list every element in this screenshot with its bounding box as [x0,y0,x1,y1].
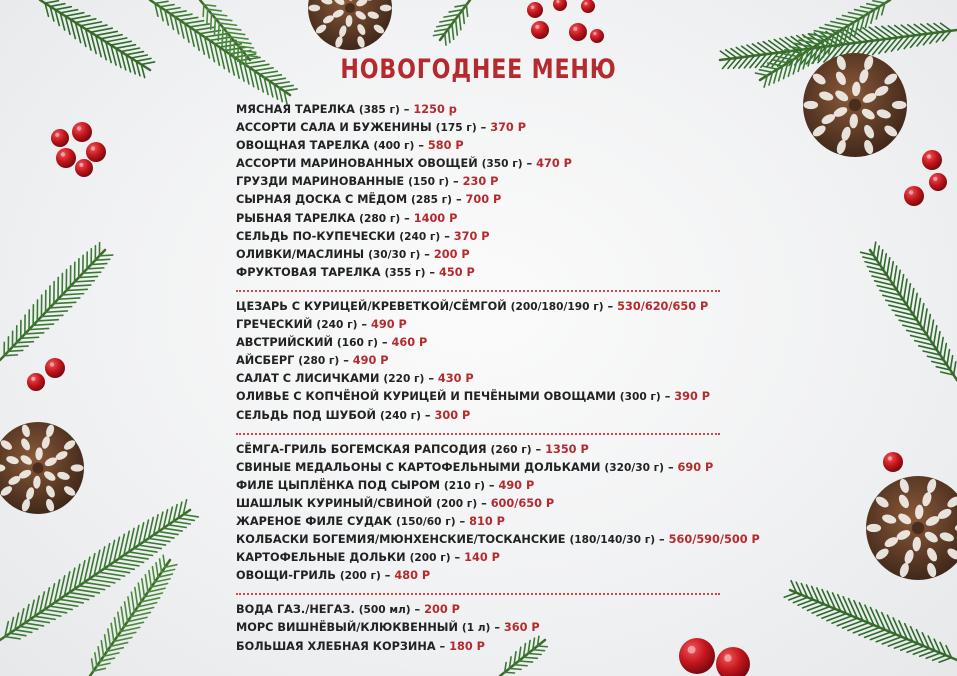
item-weight: (210 г) [443,479,485,492]
item-price: 560/590/500 Р [668,533,760,547]
item-name: СЫРНАЯ ДОСКА С МЁДОМ [236,193,408,207]
item-price: 300 Р [434,408,471,422]
item-name: АССОРТИ САЛА И БУЖЕНИНЫ [236,121,432,135]
menu-item: МЯСНАЯ ТАРЕЛКА (385 г) – 1250 р [236,103,457,116]
item-price: 180 Р [449,639,485,653]
item-price: 490 Р [370,318,407,332]
red-berry [553,0,567,11]
item-name: ФИЛЕ ЦЫПЛЁНКА ПОД СЫРОМ [236,478,440,492]
red-berry [883,452,903,472]
item-name: РЫБНАЯ ТАРЕЛКА [236,211,356,225]
menu-item: ГРУЗДИ МАРИНОВАННЫЕ (150 г) – 230 Р [236,175,499,189]
menu-title: НОВОГОДНЕЕ МЕНЮ [340,54,617,85]
item-weight: (385 г) [358,104,400,116]
item-weight: (200 г) [339,570,381,583]
item-weight: (150/60 г) [395,515,456,528]
item-weight: (400 г) [373,140,415,153]
item-price: 450 Р [439,265,475,279]
item-name: ГРЕЧЕСКИЙ [236,318,313,332]
menu-item: КАРТОФЕЛЬНЫЕ ДОЛЬКИ (200 г) – 140 Р [236,551,500,565]
fir-branch [433,0,470,45]
menu-list [236,101,760,656]
menu-item: СВИНЫЕ МЕДАЛЬОНЫ С КАРТОФЕЛЬНЫМИ ДОЛЬКАМИ (320/30 г) – 690 Р [236,460,714,474]
item-weight: (200 г) [409,552,451,565]
item-price: 360 Р [503,621,540,635]
red-berry [51,129,69,147]
fir-branch [784,581,957,662]
item-name: ОВОЩНАЯ ТАРЕЛКА [236,139,370,153]
fir-branch [861,242,957,380]
fir-branch [0,242,113,360]
red-berry [527,2,543,18]
item-weight: (1 л) [461,622,491,635]
menu-item: АЙСБЕРГ (280 г) – 490 Р [236,354,389,368]
item-weight: (500 мл) [358,604,411,617]
item-price: 370 Р [453,229,490,243]
item-weight: (150 г) [408,176,450,189]
item-weight: (285 г) [411,194,453,207]
menu-item: ВОДА ГАЗ./НЕГАЗ. (500 мл) – 200 Р [236,603,460,617]
item-name: ГРУЗДИ МАРИНОВАННЫЕ [236,175,405,189]
menu-item: РЫБНАЯ ТАРЕЛКА (280 г) – 1400 Р [236,211,458,225]
menu-section [236,298,736,425]
item-price: 430 Р [437,372,474,386]
menu-item: ОВОЩИ-ГРИЛЬ (200 г) – 480 Р [236,569,431,583]
item-name: АЙСБЕРГ [236,354,295,368]
menu-item: КОЛБАСКИ БОГЕМИЯ/МЮНХЕНСКИЕ/ТОСКАНСКИЕ (180/140/30 г) – 560/590/500 Р [236,533,760,547]
section-divider [236,593,720,595]
item-weight: (30/30 г) [368,248,421,261]
item-weight: (240 г) [379,409,421,422]
item-name: КОЛБАСКИ БОГЕМИЯ/МЮНХЕНСКИЕ/ТОСКАНСКИЕ [236,533,566,547]
menu-item: МОРС ВИШНЁВЫЙ/КЛЮКВЕННЫЙ (1 л) – 360 Р [236,621,540,635]
menu-item: ОЛИВКИ/МАСЛИНЫ (30/30 г) – 200 Р [236,247,470,261]
item-price: 690 Р [677,460,714,474]
menu-item: СЁМГА-ГРИЛЬ БОГЕМСКАЯ РАПСОДИЯ (260 г) – 1350 Р [236,442,589,456]
menu-item: САЛАТ С ЛИСИЧКАМИ (220 г) – 430 Р [236,372,474,386]
item-price: 810 Р [469,514,505,528]
item-name: АССОРТИ МАРИНОВАННЫХ ОВОЩЕЙ [236,157,478,171]
red-berry [581,0,595,13]
item-price: 370 Р [490,121,526,135]
item-price: 1350 Р [545,442,589,456]
menu-item: СЫРНАЯ ДОСКА С МЁДОМ (285 г) – 700 Р [236,193,502,207]
item-price: 700 Р [465,193,502,207]
red-berry [929,173,947,191]
pine-cone [308,0,392,50]
item-price: 470 Р [536,157,572,171]
menu-item: ФИЛЕ ЦЫПЛЁНКА ПОД СЫРОМ (210 г) – 490 Р [236,478,535,492]
item-name: СВИНЫЕ МЕДАЛЬОНЫ С КАРТОФЕЛЬНЫМИ ДОЛЬКАМИ [236,460,601,474]
pine-cone [866,476,957,580]
item-name: МЯСНАЯ ТАРЕЛКА [236,103,355,116]
item-price: 1400 Р [413,211,458,225]
item-weight: (160 г) [336,337,378,350]
item-price: 230 Р [462,175,499,189]
red-berry [27,373,45,391]
item-price: 200 Р [424,603,460,617]
item-name: СЁМГА-ГРИЛЬ БОГЕМСКАЯ РАПСОДИЯ [236,442,487,456]
menu-item: ФРУКТОВАЯ ТАРЕЛКА (355 г) – 450 Р [236,265,475,279]
item-weight: (240 г) [399,230,441,243]
menu-item: СЕЛЬДЬ ПОД ШУБОЙ (240 г) – 300 Р [236,408,471,422]
item-name: САЛАТ С ЛИСИЧКАМИ [236,372,380,386]
item-weight: (200 г) [436,497,478,510]
menu-item: БОЛЬШАЯ ХЛЕБНАЯ КОРЗИНА – 180 Р [236,639,485,653]
item-price: 200 Р [433,247,470,261]
item-weight: (280 г) [298,355,340,368]
section-divider [236,433,720,435]
item-weight: (200/180/190 г) [510,300,604,313]
item-name: ОВОЩИ-ГРИЛЬ [236,569,336,583]
item-weight: (280 г) [359,212,401,225]
item-name: ВОДА ГАЗ./НЕГАЗ. [236,603,355,617]
item-name: ЦЕЗАРЬ С КУРИЦЕЙ/КРЕВЕТКОЙ/СЁМГОЙ [236,299,507,313]
item-name: ЖАРЕНОЕ ФИЛЕ СУДАК [236,514,393,528]
menu-item: АССОРТИ САЛА И БУЖЕНИНЫ (175 г) – 370 Р [236,121,526,135]
item-weight: (320/30 г) [604,461,665,474]
item-name: СЕЛЬДЬ ПО-КУПЕЧЕСКИ [236,229,396,243]
item-weight: (180/140/30 г) [569,534,656,547]
item-name: СЕЛЬДЬ ПОД ШУБОЙ [236,408,376,422]
item-name: ОЛИВЬЕ С КОПЧЁНОЙ КУРИЦЕЙ И ПЕЧЁНЫМИ ОВОЩАМИ [236,390,616,404]
item-weight: (355 г) [384,266,426,279]
red-berry [531,21,549,39]
item-price: 490 Р [498,478,535,492]
item-weight: (175 г) [435,122,477,135]
menu-section [236,101,736,282]
section-divider [236,290,720,292]
item-weight: (350 г) [481,158,523,171]
item-weight: (240 г) [316,319,358,332]
menu-section [236,601,736,655]
red-berry [904,186,924,206]
item-price: 530/620/650 Р [617,299,709,313]
menu-item: ЦЕЗАРЬ С КУРИЦЕЙ/КРЕВЕТКОЙ/СЁМГОЙ (200/180/190 г) – 530/620/650 Р [236,299,709,313]
red-berry [75,159,93,177]
item-price: 600/650 Р [490,496,555,510]
item-name: ОЛИВКИ/МАСЛИНЫ [236,247,365,261]
menu-item: АССОРТИ МАРИНОВАННЫХ ОВОЩЕЙ (350 г) – 470 Р [236,157,572,171]
menu-item: ШАШЛЫК КУРИНЫЙ/СВИНОЙ (200 г) – 600/650 Р [236,496,555,510]
item-name: ФРУКТОВАЯ ТАРЕЛКА [236,265,381,279]
item-weight: (300 г) [619,391,661,404]
item-price: 460 Р [391,336,428,350]
red-berry [72,122,92,142]
menu-item: ЖАРЕНОЕ ФИЛЕ СУДАК (150/60 г) – 810 Р [236,514,505,528]
fir-branch [0,500,198,640]
pine-cone [0,422,84,514]
item-weight: (220 г) [383,373,425,386]
red-berry [922,150,942,170]
red-berry [56,148,76,168]
menu-item: СЕЛЬДЬ ПО-КУПЕЧЕСКИ (240 г) – 370 Р [236,229,490,243]
red-berry [569,23,587,41]
red-berry [45,358,65,378]
item-price: 580 Р [427,139,464,153]
item-price: 390 Р [674,390,711,404]
item-price: 1250 р [413,103,457,116]
menu-item: ГРЕЧЕСКИЙ (240 г) – 490 Р [236,318,407,332]
item-price: 480 Р [394,569,431,583]
red-berry [86,142,106,162]
item-price: 140 Р [464,551,500,565]
menu-section [236,441,760,586]
item-name: БОЛЬШАЯ ХЛЕБНАЯ КОРЗИНА [236,639,436,653]
menu-item: ОВОЩНАЯ ТАРЕЛКА (400 г) – 580 Р [236,139,464,153]
item-weight: (260 г) [490,443,532,456]
menu-item: ОЛИВЬЕ С КОПЧЁНОЙ КУРИЦЕЙ И ПЕЧЁНЫМИ ОВОЩАМИ (300 г) – 390 Р [236,390,711,404]
item-name: МОРС ВИШНЁВЫЙ/КЛЮКВЕННЫЙ [236,621,458,635]
item-name: АВСТРИЙСКИЙ [236,336,333,350]
item-name: КАРТОФЕЛЬНЫЕ ДОЛЬКИ [236,551,406,565]
menu-item: АВСТРИЙСКИЙ (160 г) – 460 Р [236,336,428,350]
red-berry [590,29,604,43]
item-name: ШАШЛЫК КУРИНЫЙ/СВИНОЙ [236,496,433,510]
item-price: 490 Р [352,354,389,368]
